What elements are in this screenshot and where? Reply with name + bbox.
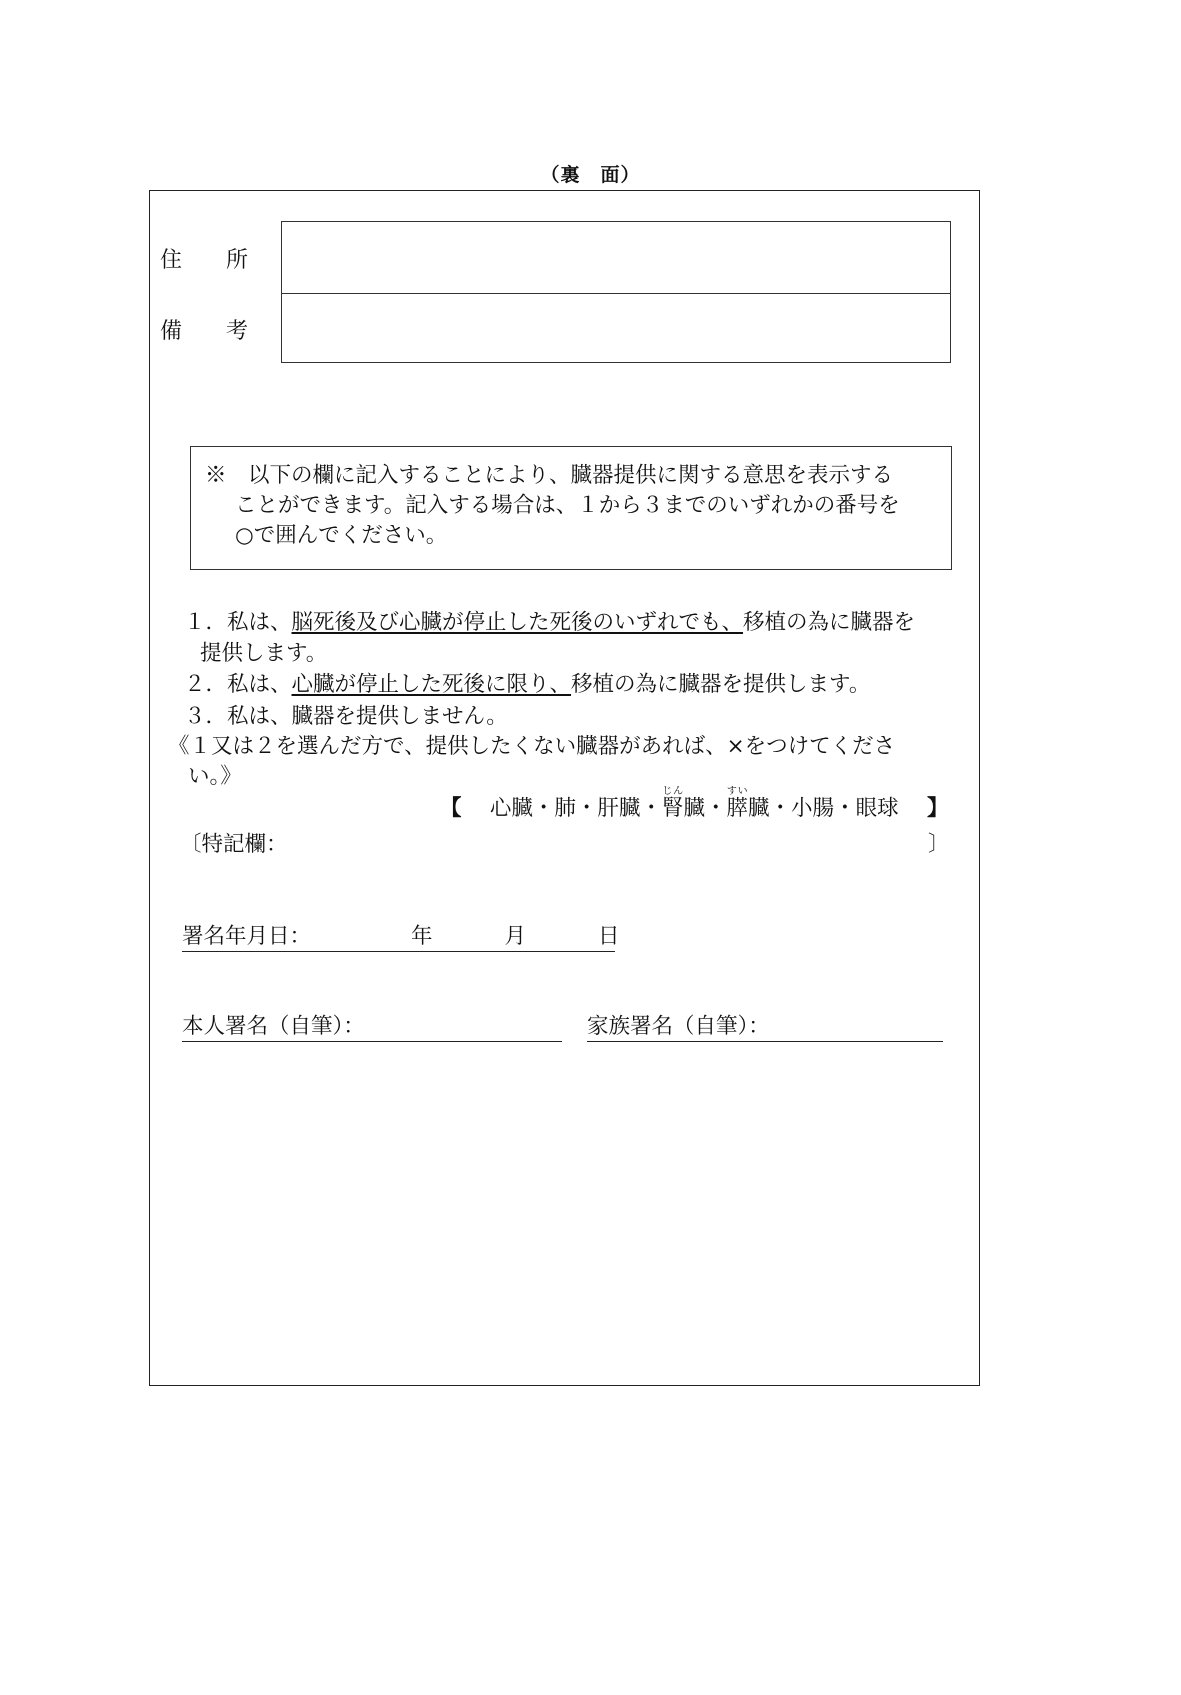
- signature-day: 日: [598, 924, 620, 949]
- organ-sep-5: ・: [769, 796, 792, 821]
- organ-bracket-close: 】: [926, 796, 949, 821]
- notice-text-1: 以下の欄に記入することにより、臓器提供に関する意思を表示する: [248, 463, 894, 488]
- page-header: （裏 面）: [540, 164, 641, 186]
- special-notes-close: 〕: [928, 832, 950, 857]
- option-2-underlined: 心臓が停止した死後に限り、: [291, 672, 572, 697]
- organ-eye[interactable]: 眼球: [855, 796, 899, 821]
- option-1-num: １．私は、: [184, 610, 292, 635]
- organ-sep-6: ・: [834, 796, 856, 821]
- signature-date-label: 署名年月日：: [182, 924, 312, 949]
- special-notes-label: 〔特記欄：: [180, 832, 288, 857]
- organ-kidney-kanji: 腎: [661, 796, 684, 821]
- self-signature-line[interactable]: [182, 1009, 562, 1042]
- signature-date-line[interactable]: [182, 919, 620, 952]
- remarks-field[interactable]: [281, 293, 951, 363]
- organ-pancreas-ruby: すい: [726, 786, 749, 797]
- option-1-rest: 移植の為に臓器を: [743, 610, 916, 635]
- option-2-num: ２．私は、: [184, 672, 292, 697]
- organ-pancreas-kanji: 膵: [726, 796, 749, 821]
- option-1-continued: 提供します。: [200, 641, 328, 666]
- option-3[interactable]: ３．私は、臓器を提供しません。: [184, 704, 508, 729]
- family-signature-label: 家族署名（自筆）：: [587, 1014, 770, 1039]
- organ-sep-3: ・: [640, 796, 662, 821]
- family-signature-line[interactable]: [587, 1009, 943, 1042]
- remarks-label: 備 考: [160, 319, 249, 344]
- signature-month: 月: [504, 924, 527, 949]
- organ-bracket-open: 【: [440, 796, 462, 821]
- organ-note-line-1: 《１又は２を選んだ方で、提供したくない臓器があれば、×をつけてくださ: [168, 734, 896, 759]
- option-2-rest: 移植の為に臓器を提供します。: [571, 672, 871, 697]
- option-1-underlined: 脳死後及び心臓が停止した死後のいずれでも、: [291, 610, 744, 635]
- address-field[interactable]: [281, 221, 951, 294]
- notice-line-3: ○で囲んでください。: [235, 523, 448, 548]
- organ-sep-4: ・: [704, 796, 727, 821]
- organ-sep-2: ・: [575, 796, 598, 821]
- notice-mark: ※: [205, 463, 227, 488]
- organ-pancreas-suffix: 臓: [748, 796, 770, 821]
- option-1[interactable]: [184, 605, 915, 636]
- organ-kidney-ruby: じん: [661, 786, 684, 797]
- organ-liver[interactable]: 肝臓: [597, 796, 641, 821]
- organ-lung[interactable]: 肺: [554, 796, 576, 821]
- notice-line-1: [205, 463, 893, 488]
- organ-sep-1: ・: [532, 796, 555, 821]
- form-frame: [149, 190, 980, 1386]
- organ-kidney-suffix: 臓: [683, 796, 705, 821]
- organ-intestine[interactable]: 小腸: [791, 796, 835, 821]
- organ-heart[interactable]: 心臓: [489, 796, 533, 821]
- notice-box: [190, 446, 952, 570]
- organ-list: [440, 786, 948, 822]
- organ-note-line-2: い。》: [188, 764, 242, 789]
- notice-line-2: ことができます。記入する場合は、１から３までのいずれかの番号を: [235, 493, 900, 518]
- organ-kidney[interactable]: [661, 786, 705, 821]
- signature-year: 年: [411, 924, 433, 949]
- self-signature-label: 本人署名（自筆）：: [182, 1014, 365, 1039]
- option-2[interactable]: [184, 667, 870, 698]
- organ-pancreas[interactable]: [726, 786, 770, 821]
- address-label: 住 所: [160, 248, 249, 273]
